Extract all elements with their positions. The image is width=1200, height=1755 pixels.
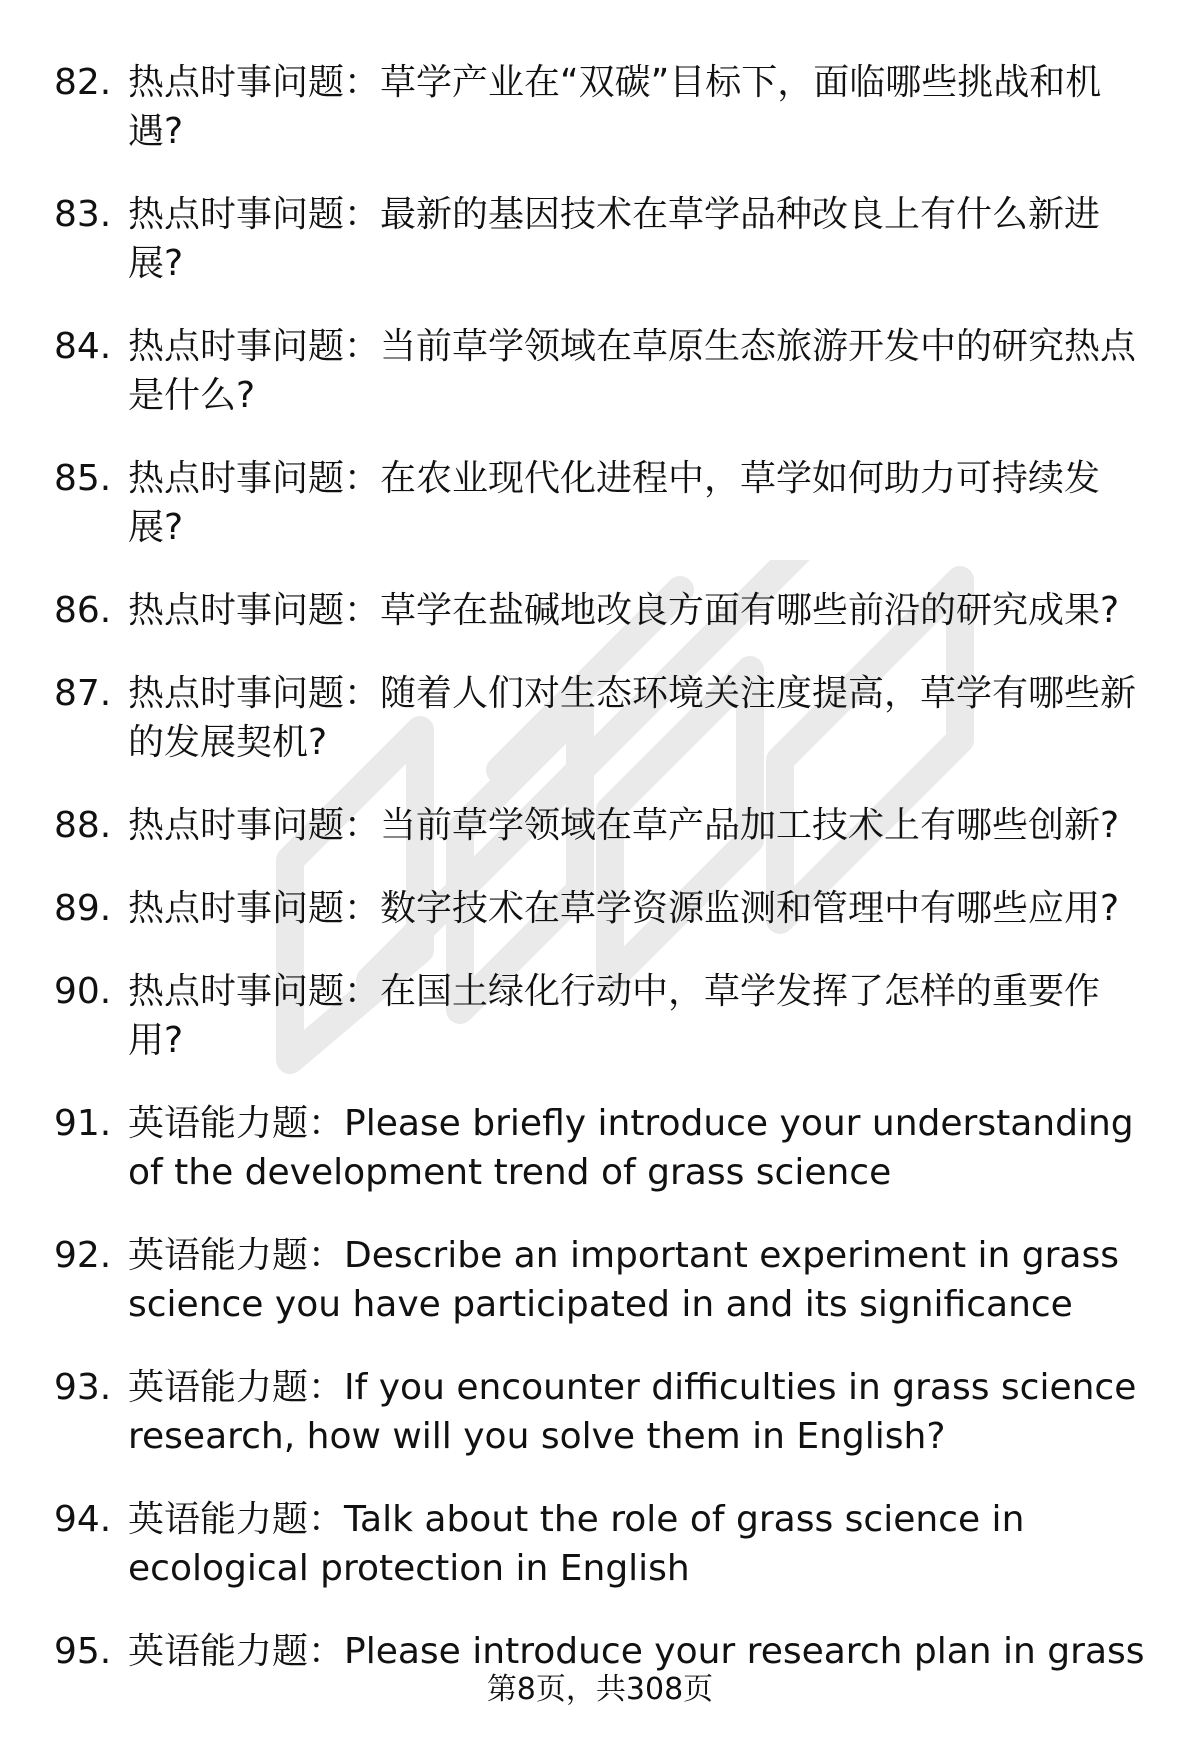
question-text: 热点时事问题：当前草学领域在草原生态旅游开发中的研究热点是什么? (128, 326, 1137, 416)
question-number: 83. (54, 194, 112, 235)
question-text: 热点时事问题：随着人们对生态环境关注度提高，草学有哪些新的发展契机? (128, 673, 1137, 763)
question-text: 热点时事问题：数字技术在草学资源监测和管理中有哪些应用? (128, 888, 1120, 929)
question-text: 热点时事问题：草学在盐碱地改良方面有哪些前沿的研究成果? (128, 590, 1120, 631)
question-text: 英语能力题：Please introduce your research plan in grass (128, 1631, 1145, 1672)
question-number: 90. (54, 971, 112, 1012)
question-number: 94. (54, 1499, 112, 1540)
question-text: 英语能力题：Please briefly introduce your understanding of the development trend of grass science (128, 1103, 1134, 1193)
question-text: 热点时事问题：草学产业在“双碳”目标下，面临哪些挑战和机遇? (128, 62, 1102, 152)
list-item (54, 1495, 1154, 1593)
question-number: 86. (54, 590, 112, 631)
list-item (54, 669, 1154, 767)
question-list (54, 58, 1154, 1710)
list-item (54, 190, 1154, 288)
question-number: 88. (54, 805, 112, 846)
list-item (54, 1363, 1154, 1461)
question-number: 87. (54, 673, 112, 714)
question-text: 英语能力题：If you encounter difficulties in grass science research, how will you solve them in English? (128, 1367, 1137, 1457)
list-item (54, 58, 1154, 156)
question-number: 89. (54, 888, 112, 929)
question-number: 85. (54, 458, 112, 499)
list-item (54, 1627, 1154, 1676)
question-number: 92. (54, 1235, 112, 1276)
list-item (54, 1231, 1154, 1329)
question-text: 热点时事问题：当前草学领域在草产品加工技术上有哪些创新? (128, 805, 1120, 846)
question-number: 91. (54, 1103, 112, 1144)
page-footer: 第8页，共308页 (486, 1672, 714, 1707)
list-item (54, 454, 1154, 552)
question-number: 84. (54, 326, 112, 367)
list-item (54, 586, 1154, 635)
list-item (54, 967, 1154, 1065)
question-number: 93. (54, 1367, 112, 1408)
list-item (54, 884, 1154, 933)
question-text: 热点时事问题：在国土绿化行动中，草学发挥了怎样的重要作用? (128, 971, 1101, 1061)
question-text: 热点时事问题：最新的基因技术在草学品种改良上有什么新进展? (128, 194, 1101, 284)
list-item (54, 801, 1154, 850)
list-item (54, 322, 1154, 420)
question-number: 82. (54, 62, 112, 103)
question-number: 95. (54, 1631, 112, 1672)
question-text: 英语能力题：Describe an important experiment in grass science you have participated in and its significance (128, 1235, 1119, 1325)
question-text: 英语能力题：Talk about the role of grass science in ecological protection in English (128, 1499, 1025, 1589)
list-item (54, 1099, 1154, 1197)
question-text: 热点时事问题：在农业现代化进程中，草学如何助力可持续发展? (128, 458, 1101, 548)
